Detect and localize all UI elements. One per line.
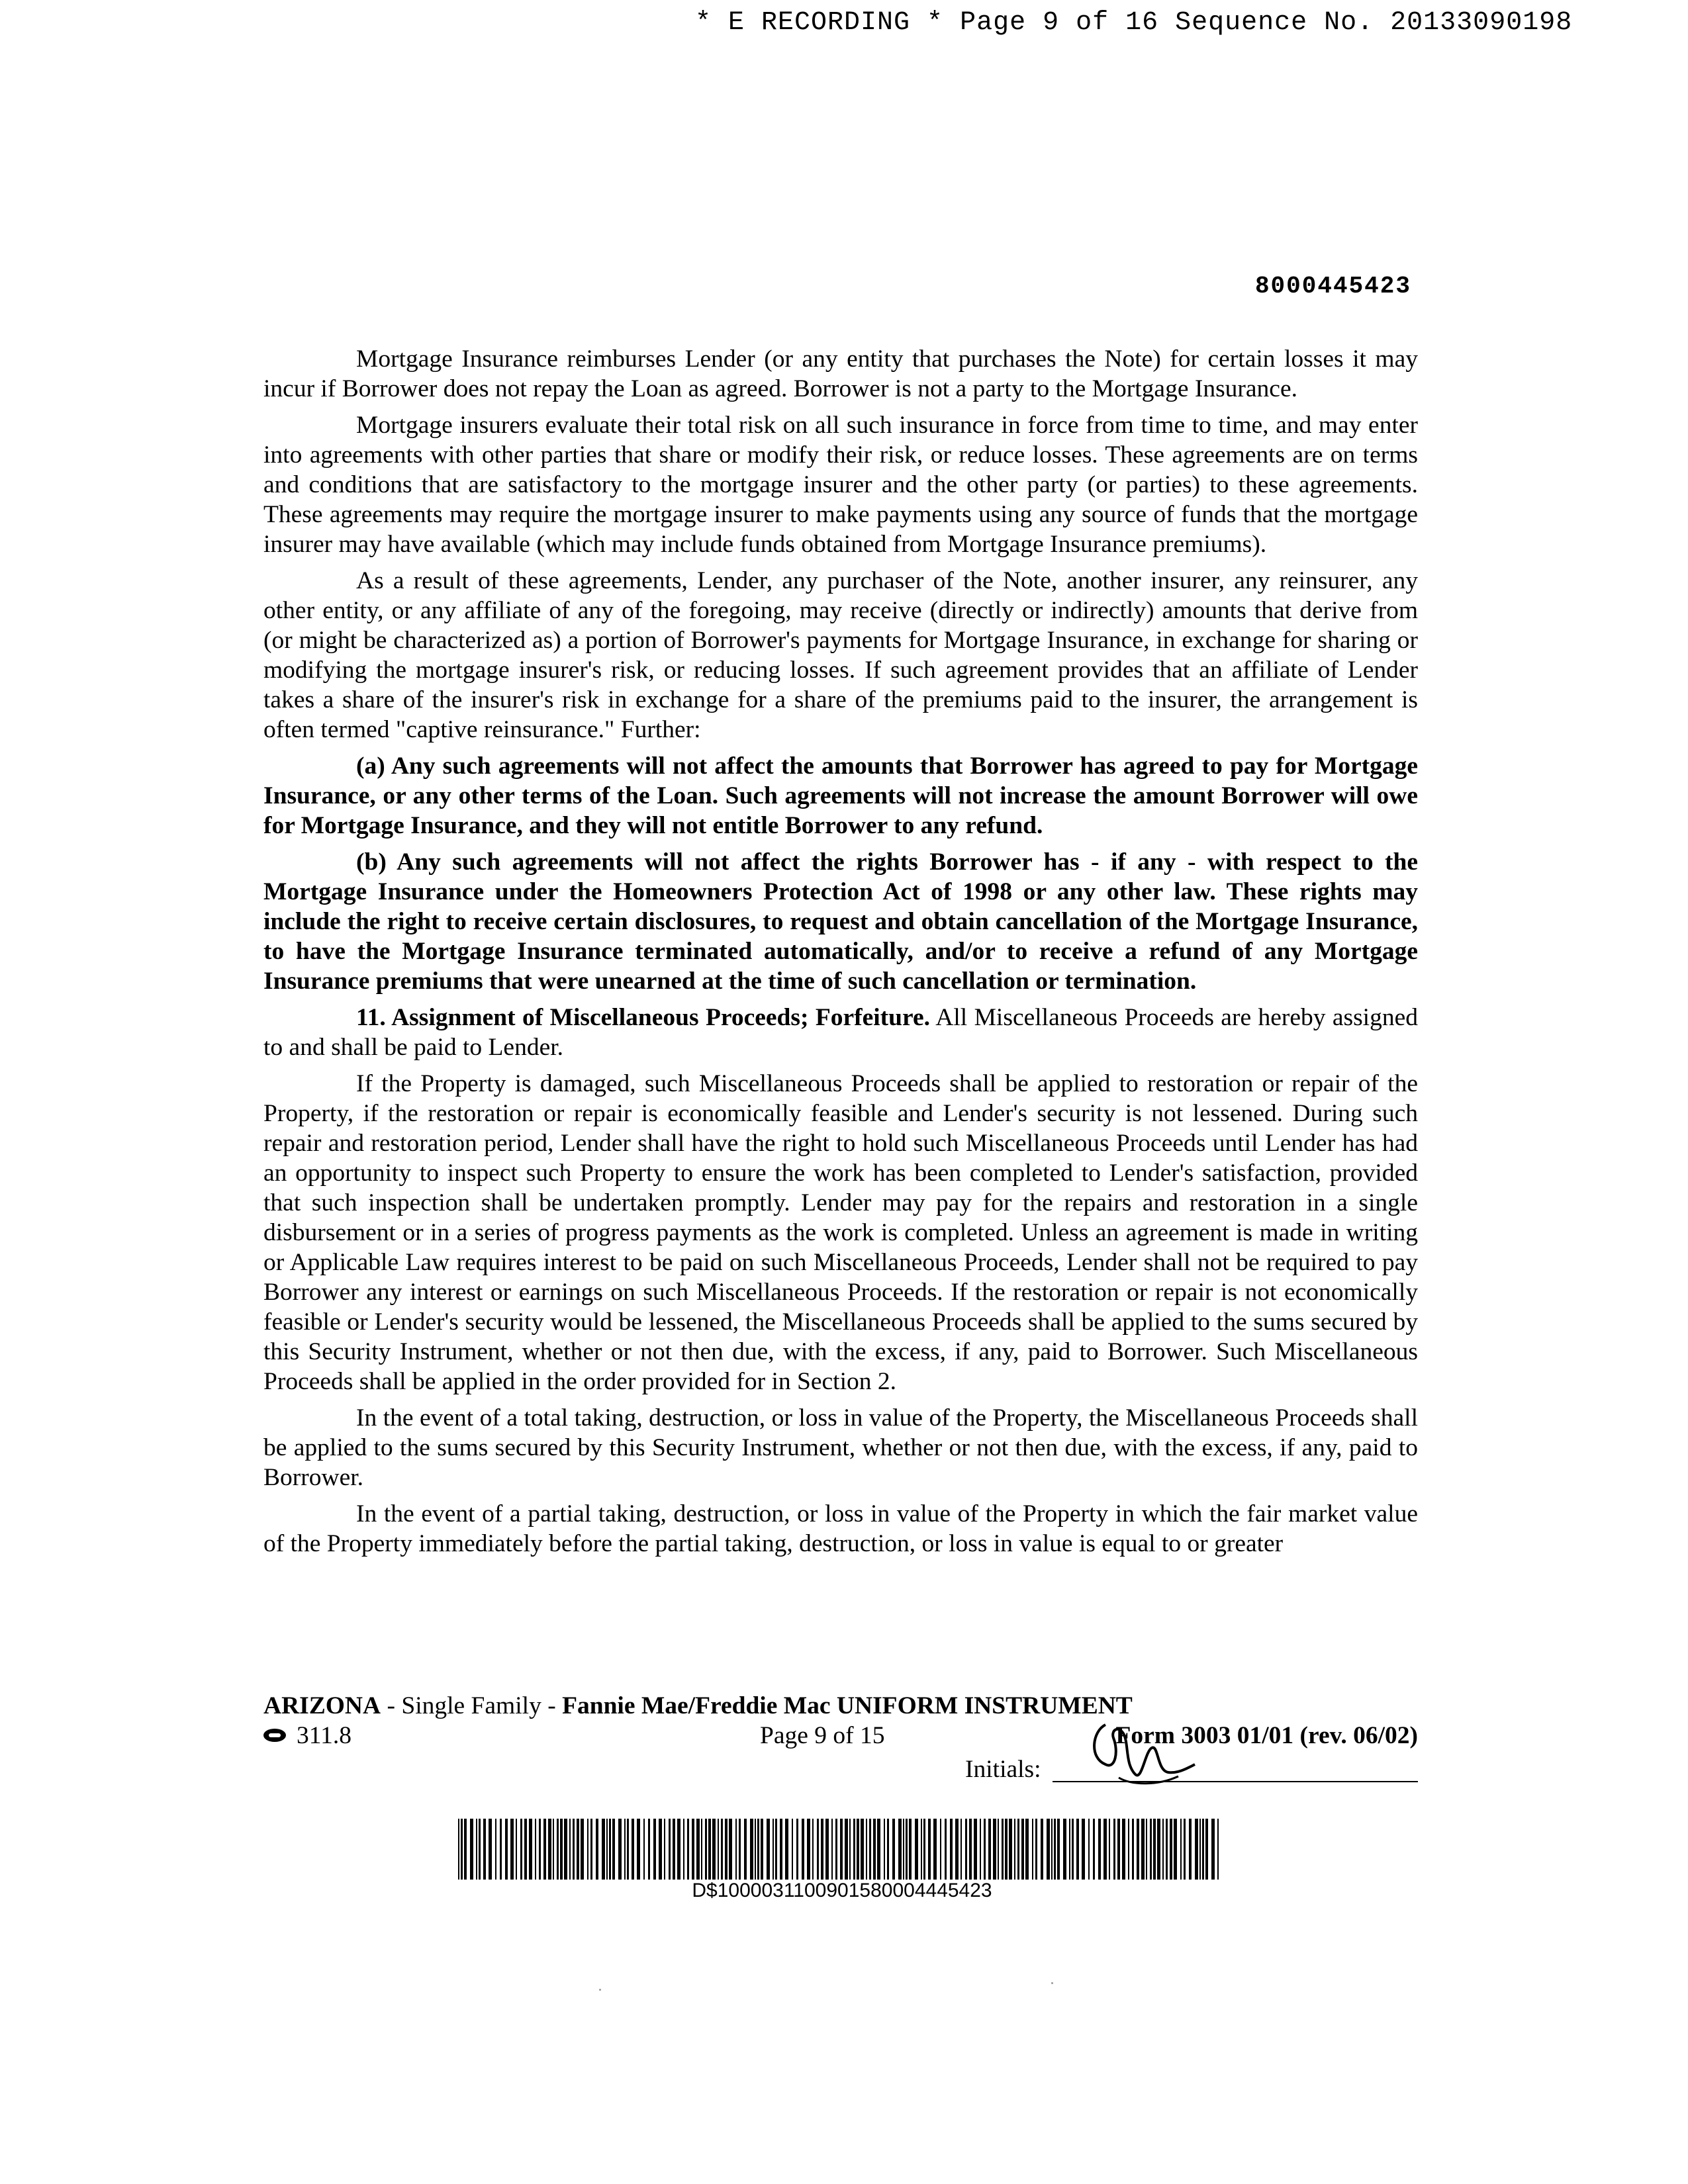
barcode-bar [577,1819,579,1880]
barcode-bar [529,1819,532,1880]
form-footer [263,1691,1418,1784]
barcode-bar [1184,1819,1186,1880]
barcode-bar [1132,1819,1134,1880]
barcode-bar [1153,1819,1156,1880]
barcode-bar [1217,1819,1219,1880]
barcode-bar [845,1819,848,1880]
barcode-bar [965,1819,967,1880]
barcode-bar [923,1819,925,1880]
section-11-heading: 11. Assignment of Miscellaneous Proceeds; Forfeiture. [356,1004,930,1031]
barcode-bar [928,1819,931,1880]
barcode-bar [906,1819,908,1880]
barcode-bar [1054,1819,1056,1880]
barcode-bar [1195,1819,1198,1880]
barcode-bar [1063,1819,1066,1880]
barcode-bar [664,1819,665,1880]
barcode-bar [535,1819,536,1880]
barcode-bar [857,1819,859,1880]
barcode-bar [825,1819,829,1880]
barcode-bar [718,1819,719,1880]
barcode-bar [993,1819,996,1880]
barcode-bar [1157,1819,1160,1880]
barcode-bar [520,1819,522,1880]
barcode-bar [1072,1819,1074,1880]
barcode-bar [1082,1819,1085,1880]
section-11-text: All Miscellaneous Proceeds are hereby assigned to and shall be paid to Lender. [263,1004,1418,1061]
barcode-bar [1205,1819,1208,1880]
barcode-bar [683,1819,684,1880]
barcode-bar [564,1819,567,1880]
barcode-bar [461,1819,463,1880]
barcode-bar [692,1819,694,1880]
barcode-bar [1025,1819,1029,1880]
barcode-bar [705,1819,707,1880]
barcode-bar [573,1819,575,1880]
barcode-bar [669,1819,671,1880]
clause-a: (a) Any such agreements will not affect the amounts that Borrower has agreed to pay for Mortgage Insurance, or any other terms of the Loan. Such agreements will not increase the amount Borrower will owe for Mortgage Insurance, and they will not entitle Borrower to any refund. [263,752,1418,839]
barcode-bar [1088,1819,1090,1880]
barcode-bar [1005,1819,1008,1880]
barcode-bar [974,1819,977,1880]
barcode-bar [1122,1819,1125,1880]
barcode-bar [915,1819,918,1880]
barcode-bar [729,1819,732,1880]
barcode-bar [596,1819,598,1880]
barcode-bar [853,1819,855,1880]
barcode-bar [495,1819,496,1880]
recording-stamp: * E RECORDING * Page 9 of 16 Sequence No. 20133090198 [695,8,1573,38]
barcode-bar [866,1819,867,1880]
barcode-bar [807,1819,810,1880]
paragraph-partial-taking: In the event of a partial taking, destruction, or loss in value of the Property in which the fair market value of the Property immediately before the partial taking, destruction, or loss in value is equal to or greater [263,1500,1418,1557]
barcode-bar [998,1819,999,1880]
barcode-bar [869,1819,871,1880]
barcode-bar [618,1819,622,1880]
handwritten-initials [1079,1711,1198,1797]
barcode-bar [602,1819,605,1880]
section-11 [263,1003,1418,1062]
barcode-bar [773,1819,774,1880]
barcode-bar [1150,1819,1152,1880]
barcode-bar [1017,1819,1019,1880]
barcode-bar [1047,1819,1050,1880]
barcode-bar [624,1819,626,1880]
barcode-bar [708,1819,711,1880]
barcode-bar [792,1819,793,1880]
barcode-bar [659,1819,662,1880]
barcode-bar [940,1819,941,1880]
footer-page-label: Page 9 of 15 [760,1722,885,1749]
barcode-bar [884,1819,885,1880]
barcode-bar [1137,1819,1139,1880]
barcode-bar [560,1819,563,1880]
barcode-bar [877,1819,880,1880]
footer-form-code: 311.8 [297,1722,352,1749]
barcode-bar [1103,1819,1107,1880]
barcode-bar [1109,1819,1110,1880]
barcode-bar [548,1819,551,1880]
paragraph-total-taking: In the event of a total taking, destruction, or loss in value of the Property, the Miscellaneous Proceeds shall be applied to the sums secured by this Security Instrument, whether or not then due, with the excess, if any, paid to Borrower. [263,1404,1418,1491]
footer-form-type: - Single Family - [381,1692,563,1719]
barcode-bar [849,1819,851,1880]
barcode-bar [1069,1819,1070,1880]
footer-instrument-line [263,1691,1418,1721]
vmp-logo-icon [263,1729,286,1742]
paragraph-agreements-result: As a result of these agreements, Lender, any purchaser of the Note, another insurer, any reinsurer, any other entity, or any affiliate of any of the foregoing, may receive (directly or indirectly) amounts that derive from (or might be characterized as) a portion of Borrower's payments for Mortgage Insurance, in exchange for sharing or modifying the mortgage insurer's risk, or reducing losses. If such agreement provides that an affiliate of Lender takes a share of the insurer's risk in exchange for a share of the premiums paid to the insurer, the arrangement is often termed "captive reinsurance." Further: [263,567,1418,743]
barcode-bar [500,1819,502,1880]
document-body [263,344,1418,1565]
barcode-bar [539,1819,541,1880]
barcode-bar [1009,1819,1012,1880]
barcode-bar [590,1819,592,1880]
barcode-bar [1174,1819,1177,1880]
barcode-bar [980,1819,981,1880]
barcode-bar [637,1819,640,1880]
barcode-bar [643,1819,645,1880]
barcode-bar [1035,1819,1037,1880]
paragraph-insurers-evaluate: Mortgage insurers evaluate their total risk on all such insurance in force from time to time, and may enter into agreements with other parties that share or modify their risk, or reduce losses. These agreements are on terms and conditions that are satisfactory to the mortgage insurer and the other party (or parties) to these agreements. These agreements may require the mortgage insurer to make payments using any source of funds that the mortgage insurer may have available (which may include funds obtained from Mortgage Insurance premiums). [263,412,1418,558]
barcode-bar [744,1819,747,1880]
barcode-bar [609,1819,611,1880]
barcode-bar [821,1819,823,1880]
barcode-bar [1141,1819,1145,1880]
scan-speck [1051,1982,1053,1984]
barcode-bar [1098,1819,1101,1880]
clause-b: (b) Any such agreements will not affect the rights Borrower has - if any - with respect to the Mortgage Insurance under the Homeowners Protection Act of 1998 or any other law. These rights may include the right to receive certain disclosures, to request and obtain cancellation of the Mortgage Insurance, to have the Mortgage Insurance terminated automatically, and/or to receive a refund of any Mortgage Insurance premiums that were unearned at the time of such cancellation or termination. [263,848,1418,995]
barcode-bar [721,1819,723,1880]
barcode-bar [524,1819,527,1880]
barcode-bar [653,1819,656,1880]
paragraph-mortgage-insurance: Mortgage Insurance reimburses Lender (or any entity that purchases the Note) for certain losses it may incur if Borrower does not repay the Loan as agreed. Borrower is not a party to the Mortgage Insurance. [263,345,1418,402]
barcode-text: D$1000031100901580004445423 [692,1880,992,1901]
barcode-bar [1021,1819,1024,1880]
barcode-bar [955,1819,959,1880]
barcode-bar [1113,1819,1115,1880]
footer-instrument: Fannie Mae/Freddie Mac UNIFORM INSTRUMENT [562,1692,1133,1719]
barcode-bar [1211,1819,1215,1880]
barcode-bar [612,1819,615,1880]
barcode-bar [1002,1819,1004,1880]
barcode-bar [1180,1819,1182,1880]
barcode-bar [553,1819,554,1880]
barcode-bar [812,1819,814,1880]
barcode-bar [464,1819,467,1880]
barcode-bar [1189,1819,1192,1880]
initials-label: Initials: [965,1756,1041,1783]
barcode-bar [873,1819,876,1880]
barcode-bar [505,1819,508,1880]
barcode-bar [1076,1819,1079,1880]
barcode-bar [831,1819,833,1880]
barcode-bar [887,1819,889,1880]
barcode-bar [696,1819,700,1880]
barcode-bar [516,1819,517,1880]
barcode-bar [755,1819,756,1880]
barcode-bar [483,1819,486,1880]
barcode-bar [1057,1819,1060,1880]
barcode-bar [673,1819,675,1880]
barcode-bar [840,1819,843,1880]
barcode-bar [861,1819,864,1880]
scan-speck [599,1989,601,1991]
barcode-bar [1117,1819,1120,1880]
barcode-bar [898,1819,902,1880]
loan-number: 8000445423 [1254,273,1411,300]
barcode-bar [817,1819,819,1880]
footer-form-number: Form 3003 01/01 (rev. 06/02) [1115,1722,1418,1749]
barcode-bar [627,1819,629,1880]
barcode-bar [489,1819,492,1880]
barcode-bar [761,1819,763,1880]
barcode-bar [757,1819,759,1880]
barcode-bar [701,1819,702,1880]
barcode-bar [909,1819,912,1880]
barcode-bar [479,1819,481,1880]
barcode-bar [1146,1819,1147,1880]
footer-page-line [263,1721,1418,1751]
barcode-bar [1032,1819,1033,1880]
barcode-bar [1166,1819,1168,1880]
barcode-bar [767,1819,770,1880]
barcode-bar [569,1819,571,1880]
barcode-bar [581,1819,584,1880]
barcode-bar [961,1819,962,1880]
barcode-bar [687,1819,689,1880]
barcode-bar [543,1819,546,1880]
barcode-bar [1041,1819,1043,1880]
barcode-bar [802,1819,804,1880]
barcode-bar [1199,1819,1201,1880]
barcode-bar [1128,1819,1129,1880]
barcode-bar [739,1819,741,1880]
barcode-bar [933,1819,937,1880]
barcode-bar [796,1819,798,1880]
barcode-bar [1170,1819,1172,1880]
barcode-bar [606,1819,608,1880]
barcode-bar [677,1819,680,1880]
barcode-bar [476,1819,477,1880]
barcode-bar [1051,1819,1053,1880]
footer-state: ARIZONA [263,1692,381,1719]
barcode-bar [510,1819,514,1880]
barcode-bar [712,1819,716,1880]
barcode-bar [785,1819,788,1880]
barcode-bar [892,1819,895,1880]
barcode-bar [984,1819,986,1880]
barcode [458,1819,1226,1880]
barcode-bar [969,1819,972,1880]
barcode-bar [775,1819,777,1880]
barcode-bar [945,1819,947,1880]
barcode-bar [557,1819,559,1880]
barcode-bar [780,1819,782,1880]
barcode-bar [458,1819,459,1880]
barcode-bar [903,1819,904,1880]
barcode-bar [750,1819,753,1880]
barcode-bar [587,1819,588,1880]
barcode-bar [1093,1819,1095,1880]
barcode-bar [950,1819,953,1880]
footer-initials-line [263,1751,1418,1784]
barcode-bar [725,1819,727,1880]
barcode-bar [988,1819,991,1880]
barcode-bar [1014,1819,1015,1880]
barcode-bar [735,1819,737,1880]
barcode-bar [470,1819,473,1880]
barcode-bar [835,1819,837,1880]
barcode-bar [1162,1819,1164,1880]
barcode-bar [1202,1819,1204,1880]
barcode-bar [921,1819,922,1880]
barcode-bar [632,1819,634,1880]
paragraph-property-damaged: If the Property is damaged, such Miscellaneous Proceeds shall be applied to restoration or repair of the Property, if the restoration or repair is economically feasible and Lender's security is not lessened. During such repair and restoration period, Lender shall have the right to hold such Miscellaneous Proceeds until Lender has had an opportunity to inspect such Property to ensure the work has been completed to Lender's satisfaction, provided that such inspection shall be undertaken promptly. Lender may pay for the repairs and restoration in a single disbursement or in a series of progress payments as the work is completed. Unless an agreement is made in writing or Applicable Law requires interest to be paid on such Miscellaneous Proceeds, Lender shall not be required to pay Borrower any interest or earnings on such Miscellaneous Proceeds. If the restoration or repair is not economically feasible or Lender's security would be lessened, the Miscellaneous Proceeds shall be applied to the sums secured by this Security Instrument, whether or not then due, with the excess, if any, paid to Borrower. Such Miscellaneous Proceeds shall be applied in the order provided for in Section 2. [263,1070,1418,1395]
barcode-bar [648,1819,650,1880]
